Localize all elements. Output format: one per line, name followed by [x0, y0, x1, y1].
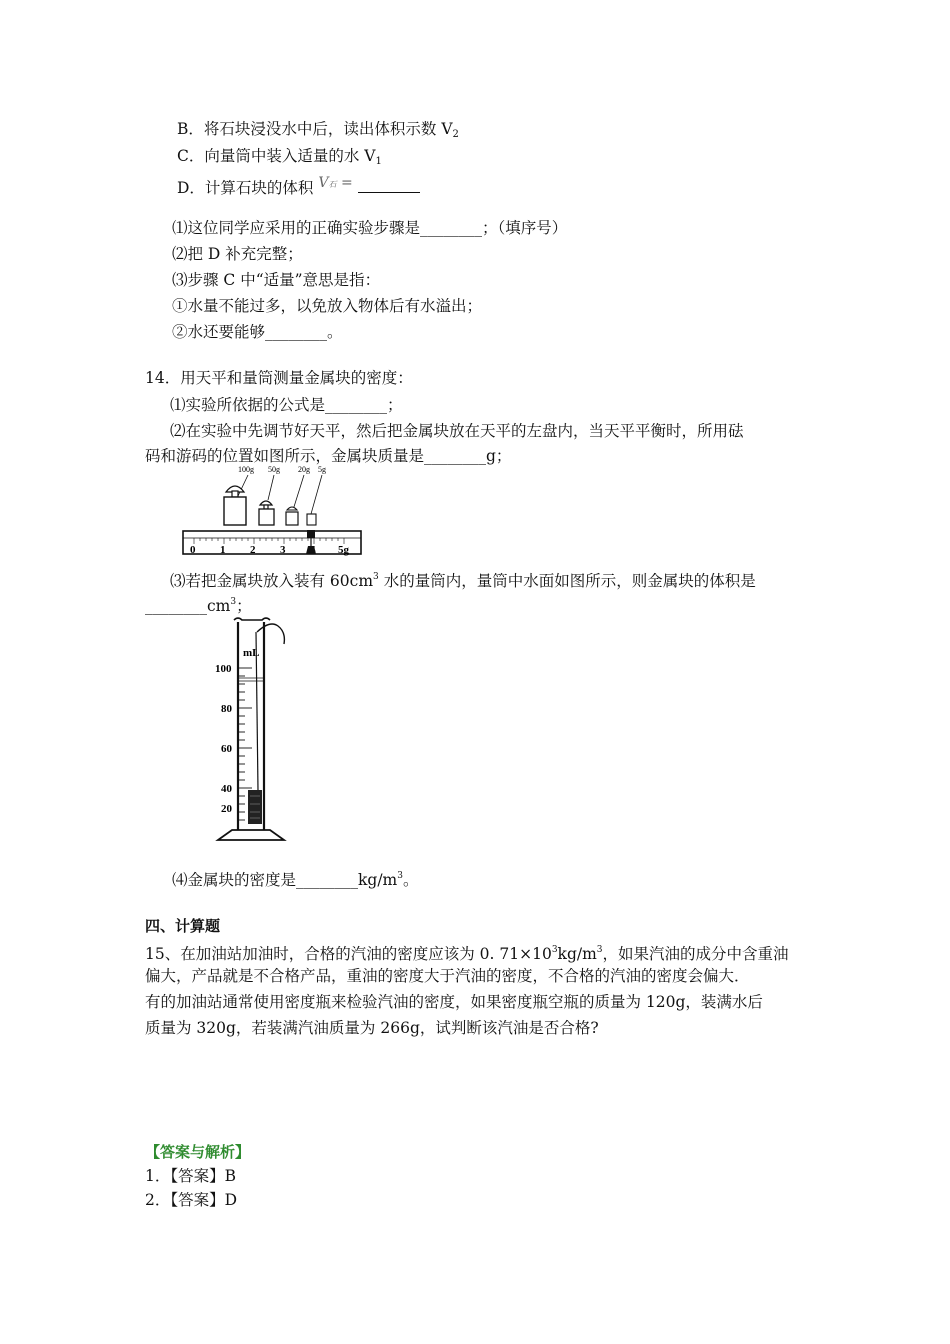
- scale-tick-2: 2: [250, 544, 256, 556]
- q13-part3b: ②水还要能够________。: [172, 323, 343, 341]
- step-c: C．向量筒中装入适量的水 $V_1$: [177, 147, 382, 167]
- q14-part2-line1: ⑵在实验中先调节好天平，然后把金属块放在天平的左盘内，当天平平衡时，所用砝: [170, 422, 744, 440]
- cyl-tick-100: 100: [215, 663, 232, 675]
- q13-part1: ⑴这位同学应采用的正确实验步骤是________；（填序号）: [172, 219, 568, 237]
- cyl-tick-40: 40: [221, 783, 232, 795]
- q13-part3a: ①水量不能过多，以免放入物体后有水溢出；: [172, 297, 483, 315]
- cyl-tick-80: 80: [221, 703, 232, 715]
- balance-weights-figure: [180, 462, 370, 560]
- scale-tick-5g: 5g: [338, 544, 349, 556]
- q15-line2: 偏大，产品就是不合格产品，重油的密度大于汽油的密度，不合格的汽油的密度会偏大．: [145, 967, 750, 985]
- q15-line1: 15、在加油站加油时，合格的汽油的密度应该为 0. $71\times 10^3kg/m^3$，如果汽油的成分中含重油: [145, 945, 789, 963]
- metal-block: [248, 790, 262, 824]
- q14-part2-line2: 码和游码的位置如图所示，金属块质量是________g；: [145, 447, 512, 465]
- q13-part3: ⑶步骤 C 中“适量”意思是指：: [172, 271, 381, 289]
- answer-2: 2．【答案】D: [145, 1191, 238, 1209]
- weight-5g: [307, 514, 316, 525]
- q14-part4: ⑷金属块的密度是$\_\_\_\_\_\_\_\_kg/m^3$。: [172, 871, 419, 889]
- weight-label-50g: 50g: [268, 465, 280, 474]
- step-d: D．计算石块的体积 V石 =: [177, 178, 420, 201]
- cyl-tick-20: 20: [221, 803, 232, 815]
- weight-20g: [286, 507, 298, 525]
- cylinder-base: [218, 830, 284, 840]
- weight-label-20g: 20g: [298, 465, 310, 474]
- weight-label-5g: 5g: [318, 465, 326, 474]
- q14-part1: ⑴实验所依据的公式是________；: [170, 396, 403, 414]
- cylinder-unit: mL: [243, 647, 260, 659]
- weight-label-100g: 100g: [238, 465, 254, 474]
- q14-part3-line2: $\_\_\_\_\_\_\_\_cm^3$；: [145, 597, 252, 615]
- rider-top: [307, 530, 315, 538]
- q13-part2: ⑵把 D 补充完整；: [172, 245, 303, 263]
- step-b: B．将石块浸没水中后，读出体积示数 $V_2$: [177, 120, 459, 140]
- scale-tick-0: 0: [190, 544, 196, 556]
- cyl-tick-60: 60: [221, 743, 232, 755]
- weight-100g: [224, 486, 246, 525]
- weight-50g: [259, 501, 274, 525]
- answer-1: 1．【答案】B: [145, 1167, 237, 1185]
- scale-tick-1: 1: [220, 544, 226, 556]
- answers-heading: 【答案与解析】: [145, 1143, 251, 1161]
- answer-blank: [358, 178, 420, 193]
- section-heading: 四、计算题: [145, 917, 221, 935]
- q15-line3: 有的加油站通常使用密度瓶来检验汽油的密度，如果密度瓶空瓶的质量为 120g，装满水后: [145, 993, 763, 1011]
- scale-tick-3: 3: [280, 544, 286, 556]
- beam-scale: [183, 531, 361, 554]
- graduated-cylinder-figure: [212, 612, 302, 848]
- volume-symbol: V石 =: [318, 175, 353, 191]
- q14-title: 14．用天平和量筒测量金属块的密度：: [145, 369, 413, 387]
- q14-part3-line1: ⑶若把金属块放入装有 $60cm^3$ 水的量筒内，量筒中水面如图所示，则金属块的体积是: [170, 572, 756, 590]
- q15-line4: 质量为 320g，若装满汽油质量为 266g，试判断该汽油是否合格?: [145, 1019, 599, 1037]
